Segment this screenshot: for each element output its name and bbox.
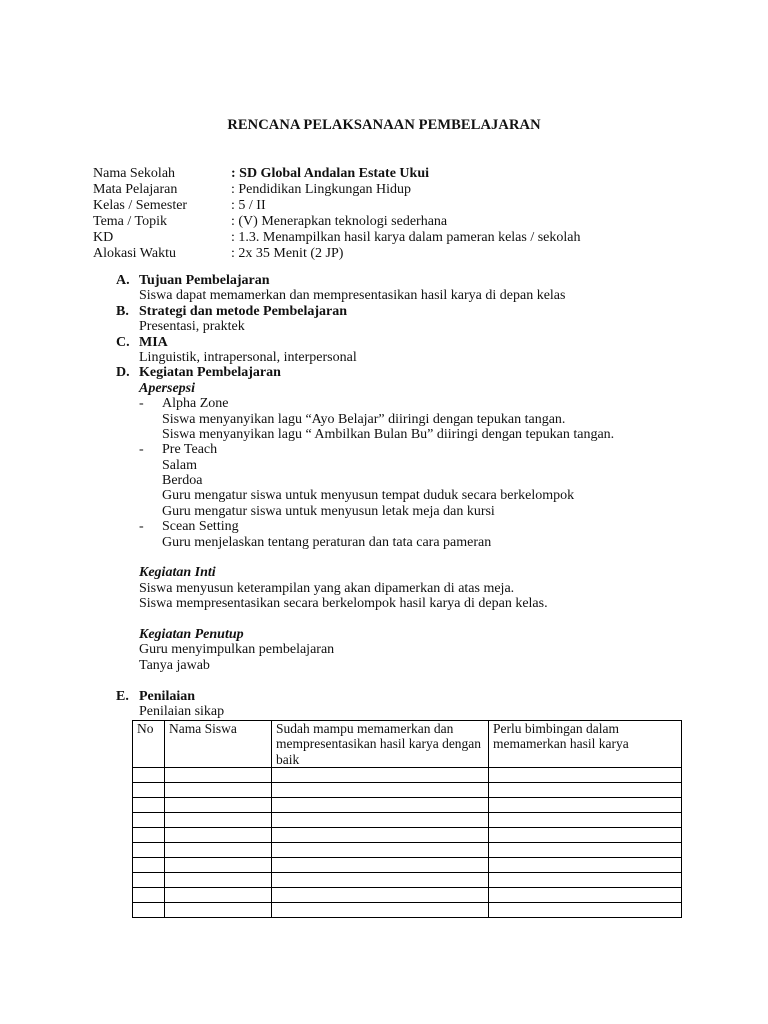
info-value: : SD Global Andalan Estate Ukui (231, 166, 429, 181)
table-cell (272, 828, 489, 843)
section-c-body: Linguistik, intrapersonal, interpersonal (139, 349, 357, 365)
info-value: : 2x 35 Menit (2 JP) (231, 246, 344, 261)
table-row (133, 813, 682, 828)
table-cell (272, 873, 489, 888)
table-cell (489, 828, 682, 843)
bullet-dash: - (139, 396, 144, 412)
table-cell (489, 873, 682, 888)
section-title: Penilaian (139, 688, 196, 704)
section-letter: B. (116, 303, 129, 319)
section-d-heading (116, 365, 716, 380)
info-row-kelas-semester (93, 198, 581, 214)
table-header-row (133, 721, 682, 768)
identity-block (93, 166, 581, 262)
header-nama-siswa: Nama Siswa (165, 721, 272, 768)
table-cell (133, 828, 165, 843)
activity-line: Guru mengatur siswa untuk menyusun tempat duduk secara berkelompok (162, 488, 575, 504)
section-a-body: Siswa dapat memamerkan dan mempresentasikan hasil karya di depan kelas (139, 288, 566, 304)
assessment-table (132, 720, 682, 918)
table-cell (489, 888, 682, 903)
section-b-body: Presentasi, praktek (139, 319, 245, 335)
table-cell (133, 843, 165, 858)
header-sudah-mampu: Sudah mampu memamerkan dan mempresentasikan hasil karya dengan baik (272, 721, 489, 768)
info-label: Alokasi Waktu (93, 246, 176, 261)
table-cell (165, 768, 272, 783)
table-cell (489, 858, 682, 873)
header-perlu-bimbingan: Perlu bimbingan dalam memamerkan hasil karya (489, 721, 682, 768)
info-label: Nama Sekolah (93, 166, 176, 181)
table-cell (489, 903, 682, 918)
table-row (133, 903, 682, 918)
section-e-body: Penilaian sikap (139, 703, 225, 719)
table-cell (133, 813, 165, 828)
table-row (133, 888, 682, 903)
activity-line: Guru mengatur siswa untuk menyusun letak meja dan kursi (162, 503, 495, 519)
section-letter: D. (116, 365, 130, 381)
section-title: Kegiatan Pembelajaran (139, 365, 281, 381)
table-cell (133, 873, 165, 888)
table-cell (272, 858, 489, 873)
activity-line: Siswa menyanyikan lagu “Ayo Belajar” diiringi dengan tepukan tangan. (162, 411, 566, 427)
info-row-kd (93, 230, 581, 246)
table-cell (133, 858, 165, 873)
info-value: : 5 / II (231, 198, 266, 213)
table-cell (272, 903, 489, 918)
table-cell (133, 768, 165, 783)
apersepsi-heading: Apersepsi (139, 380, 195, 396)
table-cell (165, 903, 272, 918)
table-cell (272, 783, 489, 798)
bullet-pre-teach (116, 442, 716, 457)
table-cell (489, 813, 682, 828)
header-no: No (133, 721, 165, 768)
info-label: Kelas / Semester (93, 198, 188, 213)
activity-line: Siswa menyusun keterampilan yang akan dipamerkan di atas meja. (139, 580, 515, 596)
table-cell (133, 903, 165, 918)
info-label: Tema / Topik (93, 214, 167, 229)
bullet-label: Pre Teach (162, 442, 218, 458)
bullet-label: Scean Setting (162, 519, 239, 535)
info-value: : 1.3. Menampilkan hasil karya dalam pameran kelas / sekolah (231, 230, 581, 245)
section-letter: E. (116, 688, 129, 704)
section-b-heading (116, 304, 716, 319)
info-value: : Pendidikan Lingkungan Hidup (231, 182, 412, 197)
table-cell (133, 798, 165, 813)
info-row-mata-pelajaran (93, 182, 581, 198)
kegiatan-inti-heading: Kegiatan Inti (139, 565, 216, 581)
table-cell (272, 888, 489, 903)
table-row (133, 843, 682, 858)
activity-line: Guru menyimpulkan pembelajaran (139, 642, 335, 658)
section-a-heading (116, 273, 716, 288)
table-cell (165, 798, 272, 813)
bullet-dash: - (139, 442, 144, 458)
table-row (133, 828, 682, 843)
section-letter: C. (116, 334, 130, 350)
table-row (133, 798, 682, 813)
kegiatan-penutup-heading: Kegiatan Penutup (139, 626, 244, 642)
table-cell (165, 858, 272, 873)
activity-line: Salam (162, 457, 197, 473)
table-row (133, 873, 682, 888)
table-cell (165, 828, 272, 843)
info-row-tema-topik (93, 214, 581, 230)
bullet-scean-setting (116, 519, 716, 534)
table-cell (489, 798, 682, 813)
section-c-heading (116, 335, 716, 350)
table-cell (165, 783, 272, 798)
section-e-heading (116, 689, 716, 704)
section-title: MIA (139, 334, 168, 350)
section-letter: A. (116, 273, 130, 288)
info-label: KD (93, 230, 114, 245)
table-cell (272, 813, 489, 828)
bullet-dash: - (139, 519, 144, 535)
table-row (133, 768, 682, 783)
activity-line: Siswa menyanyikan lagu “ Ambilkan Bulan Bu” diiringi dengan tepukan tangan. (162, 426, 615, 442)
section-title: Tujuan Pembelajaran (139, 273, 270, 288)
info-value: : (V) Menerapkan teknologi sederhana (231, 214, 448, 229)
activity-line: Guru menjelaskan tentang peraturan dan tata cara pameran (162, 534, 492, 550)
table-cell (272, 798, 489, 813)
bullet-alpha-zone (116, 396, 716, 411)
activity-line: Tanya jawab (139, 657, 210, 673)
table-row (133, 858, 682, 873)
table-row (133, 783, 682, 798)
table-cell (165, 813, 272, 828)
table-cell (272, 768, 489, 783)
lesson-plan-sections (116, 273, 716, 719)
table-cell (165, 873, 272, 888)
section-title: Strategi dan metode Pembelajaran (139, 303, 348, 319)
table-cell (489, 783, 682, 798)
document-title: RENCANA PELAKSANAAN PEMBELAJARAN (227, 117, 541, 133)
table-cell (165, 888, 272, 903)
table-cell (165, 843, 272, 858)
table-cell (133, 783, 165, 798)
info-row-alokasi-waktu (93, 246, 581, 262)
table-cell (133, 888, 165, 903)
table-cell (489, 768, 682, 783)
table-cell (489, 843, 682, 858)
table-cell (272, 843, 489, 858)
info-label: Mata Pelajaran (93, 182, 178, 197)
activity-line: Berdoa (162, 473, 203, 489)
info-row-nama-sekolah (93, 166, 581, 182)
activity-line: Siswa mempresentasikan secara berkelompok hasil karya di depan kelas. (139, 596, 548, 612)
bullet-label: Alpha Zone (162, 396, 229, 412)
